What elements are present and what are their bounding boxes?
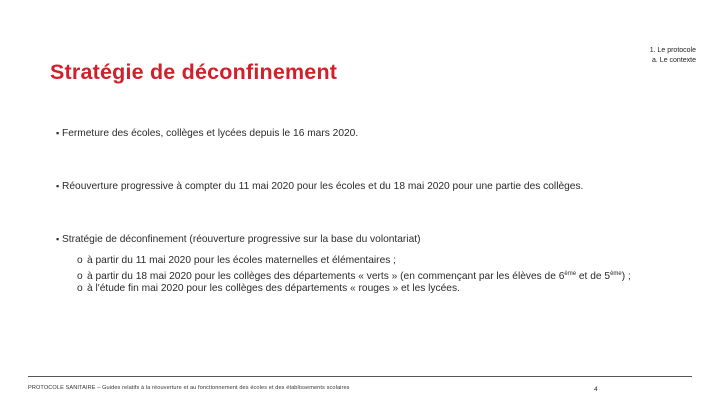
sub-list-marker: o — [77, 283, 83, 294]
sub-list-text: à partir du 18 mai 2020 pour les collèges des départements « verts » (en commençant par les élèves de 6 — [87, 271, 565, 282]
bullet-item — [56, 234, 421, 245]
page-number: 4 — [594, 386, 598, 393]
superscript: ème — [610, 271, 622, 277]
sub-list-text: et de 5 — [576, 271, 611, 282]
sub-list-item — [77, 254, 396, 267]
bullet-marker: ▪ — [56, 234, 60, 244]
bullet-text: Stratégie de déconfinement (réouverture progressive sur la base du volontariat) — [62, 234, 421, 245]
page-title: Stratégie de déconfinement — [50, 60, 338, 84]
sub-list-item — [77, 268, 631, 283]
sub-list-text: à l'étude fin mai 2020 pour les collèges des départements « rouges » et les lycées. — [87, 283, 460, 294]
bullet-marker: ▪ — [56, 181, 60, 191]
sub-list-item — [77, 282, 460, 295]
sub-list-text: ) ; — [621, 271, 631, 282]
bullet-text: Réouverture progressive à compter du 11 mai 2020 pour les écoles et du 18 mai 2020 pour une partie des collèges. — [62, 181, 584, 192]
section-reference — [650, 46, 696, 66]
footer-divider — [28, 376, 692, 377]
bullet-item — [56, 181, 584, 192]
section-reference-line-1: 1. Le protocole — [649, 47, 696, 54]
superscript: ème — [564, 271, 577, 277]
footer-text: PROTOCOLE SANITAIRE – Guides relatifs à la réouverture et au fonctionnement des écoles et des établissements scolaires — [28, 385, 350, 391]
sub-list-marker: o — [77, 255, 83, 266]
bullet-text: Fermeture des écoles, collèges et lycées depuis le 16 mars 2020. — [62, 128, 359, 139]
section-reference-line-2: a. Le contexte — [652, 57, 696, 64]
sub-list-text: à partir du 11 mai 2020 pour les écoles maternelles et élémentaires ; — [87, 255, 396, 266]
bullet-marker: ▪ — [56, 128, 60, 138]
sub-list-marker: o — [77, 271, 83, 282]
bullet-item — [56, 128, 359, 139]
